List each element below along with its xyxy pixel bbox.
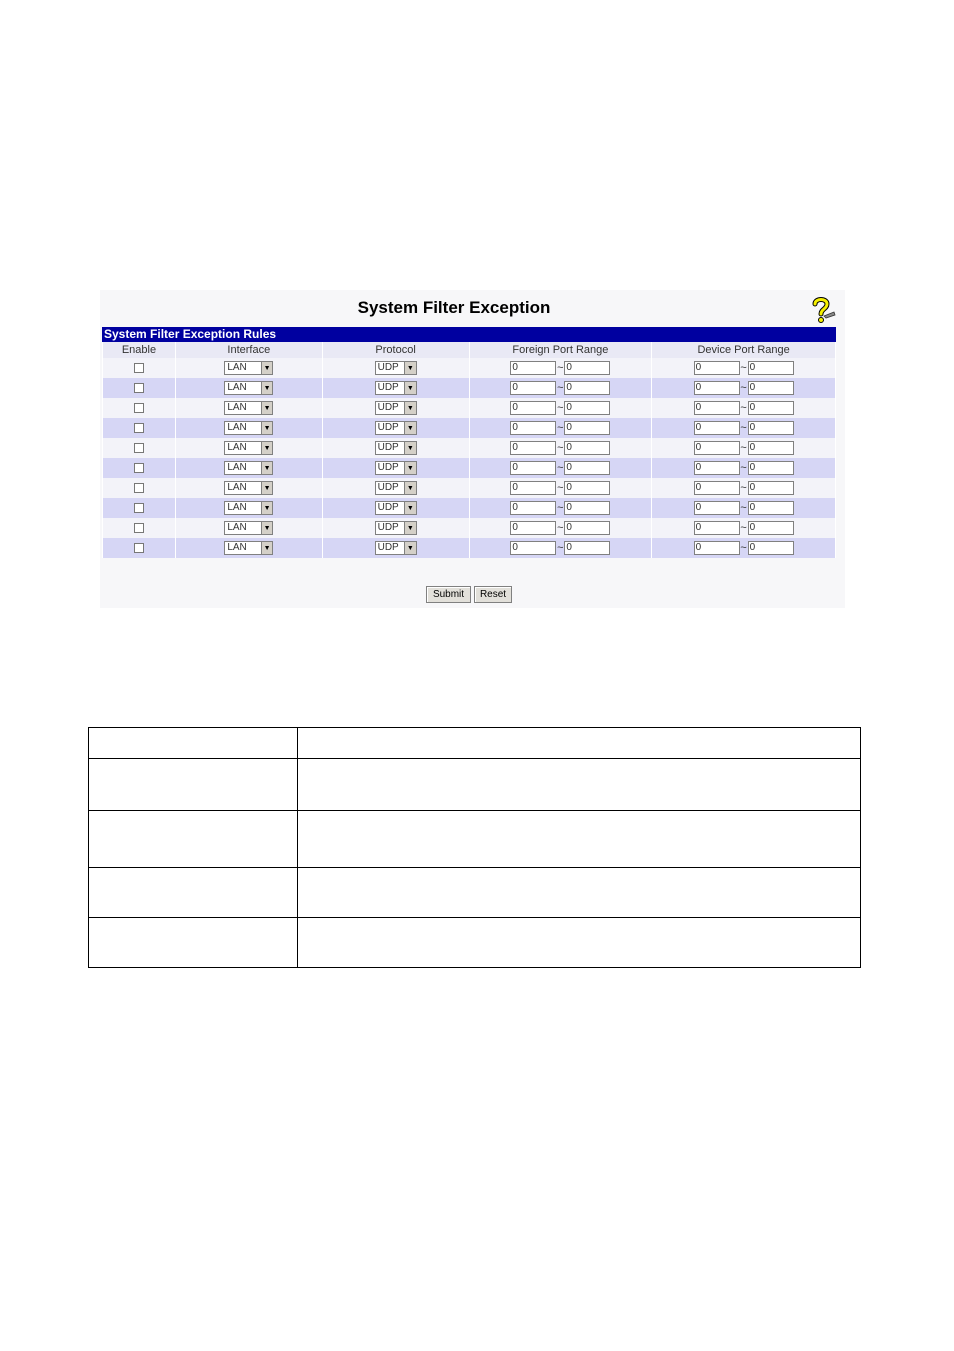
protocol-select[interactable]: [375, 501, 417, 515]
foreign-port-from-input[interactable]: 0: [510, 501, 556, 515]
foreign-port-from-input[interactable]: 0: [510, 541, 556, 555]
column-header-interface: Interface: [175, 342, 322, 358]
table-cell: [89, 728, 298, 759]
reset-button[interactable]: Reset: [474, 586, 512, 603]
foreign-port-from-input[interactable]: 0: [510, 441, 556, 455]
chevron-down-icon[interactable]: ▼: [261, 422, 273, 434]
chevron-down-icon[interactable]: ▼: [261, 442, 273, 454]
interface-value: LAN: [227, 362, 247, 373]
range-separator: ~: [557, 462, 564, 474]
foreign-port-to-input[interactable]: 0: [564, 381, 610, 395]
rule-row: [103, 458, 836, 478]
enable-checkbox[interactable]: [134, 423, 144, 433]
device-port-to-input[interactable]: 0: [748, 521, 794, 535]
interface-select[interactable]: [224, 421, 273, 435]
foreign-port-to-input[interactable]: 0: [564, 461, 610, 475]
foreign-port-from-input[interactable]: 0: [510, 381, 556, 395]
protocol-select[interactable]: [375, 461, 417, 475]
rule-row: [103, 538, 836, 558]
range-separator: ~: [557, 542, 564, 554]
chevron-down-icon[interactable]: ▼: [261, 402, 273, 414]
table-row: [89, 759, 861, 811]
enable-checkbox[interactable]: [134, 503, 144, 513]
rule-row: [103, 478, 836, 498]
column-header-protocol: Protocol: [322, 342, 469, 358]
range-separator: ~: [740, 502, 747, 514]
interface-value: LAN: [227, 462, 247, 473]
protocol-value: UDP: [377, 462, 399, 473]
table-cell: [89, 918, 298, 968]
interface-select[interactable]: [224, 521, 273, 535]
protocol-select[interactable]: [375, 521, 417, 535]
chevron-down-icon[interactable]: ▼: [404, 382, 415, 394]
interface-select[interactable]: [224, 401, 273, 415]
enable-checkbox[interactable]: [134, 383, 144, 393]
foreign-port-from-input[interactable]: 0: [510, 401, 556, 415]
interface-select[interactable]: [224, 501, 273, 515]
foreign-port-from-input[interactable]: 0: [510, 481, 556, 495]
foreign-port-to-input[interactable]: 0: [564, 401, 610, 415]
foreign-port-from-input[interactable]: 0: [510, 361, 556, 375]
range-separator: ~: [740, 402, 747, 414]
chevron-down-icon[interactable]: ▼: [261, 462, 273, 474]
chevron-down-icon[interactable]: ▼: [261, 362, 273, 374]
table-row: [89, 868, 861, 918]
table-cell: [89, 759, 298, 811]
device-port-to-input[interactable]: 0: [748, 441, 794, 455]
submit-button[interactable]: Submit: [426, 586, 471, 603]
device-port-to-input[interactable]: 0: [748, 541, 794, 555]
chevron-down-icon[interactable]: ▼: [261, 502, 273, 514]
range-separator: ~: [557, 502, 564, 514]
chevron-down-icon[interactable]: ▼: [404, 402, 415, 414]
device-port-from-input[interactable]: 0: [694, 521, 740, 535]
chevron-down-icon[interactable]: ▼: [404, 502, 415, 514]
table-row: [89, 728, 861, 759]
protocol-select[interactable]: [375, 381, 417, 395]
parameter-description-table: [88, 727, 861, 968]
chevron-down-icon[interactable]: ▼: [404, 482, 415, 494]
enable-checkbox[interactable]: [134, 403, 144, 413]
device-port-to-input[interactable]: 0: [748, 361, 794, 375]
page-title: System Filter Exception: [357, 298, 551, 317]
protocol-value: UDP: [377, 502, 399, 513]
range-separator: ~: [740, 422, 747, 434]
rule-row: [103, 498, 836, 518]
table-cell: [89, 811, 298, 868]
protocol-value: UDP: [377, 362, 399, 373]
range-separator: ~: [557, 362, 564, 374]
enable-checkbox[interactable]: [134, 463, 144, 473]
protocol-value: UDP: [377, 442, 399, 453]
range-separator: ~: [740, 522, 747, 534]
foreign-port-to-input[interactable]: 0: [564, 521, 610, 535]
range-separator: ~: [557, 482, 564, 494]
foreign-port-to-input[interactable]: 0: [564, 361, 610, 375]
protocol-select[interactable]: [375, 441, 417, 455]
range-separator: ~: [740, 542, 747, 554]
rule-row: [103, 518, 836, 538]
foreign-port-from-input[interactable]: 0: [510, 521, 556, 535]
rules-table: [102, 342, 836, 558]
interface-select[interactable]: [224, 441, 273, 455]
range-separator: ~: [740, 442, 747, 454]
help-question-icon[interactable]: [806, 294, 836, 324]
interface-value: LAN: [227, 402, 247, 413]
device-port-from-input[interactable]: 0: [694, 481, 740, 495]
enable-checkbox[interactable]: [134, 483, 144, 493]
chevron-down-icon[interactable]: ▼: [404, 422, 415, 434]
rule-row: [103, 438, 836, 458]
system-filter-exception-panel: [100, 290, 845, 608]
table-cell: [89, 868, 298, 918]
device-port-from-input[interactable]: 0: [694, 441, 740, 455]
foreign-port-from-input[interactable]: 0: [510, 421, 556, 435]
device-port-to-input[interactable]: 0: [748, 401, 794, 415]
chevron-down-icon[interactable]: ▼: [404, 362, 415, 374]
range-separator: ~: [557, 402, 564, 414]
foreign-port-to-input[interactable]: 0: [564, 421, 610, 435]
protocol-select[interactable]: [375, 481, 417, 495]
chevron-down-icon[interactable]: ▼: [404, 442, 415, 454]
foreign-port-to-input[interactable]: 0: [564, 501, 610, 515]
column-header-device-port-range: Device Port Range: [652, 342, 836, 358]
protocol-value: UDP: [377, 522, 399, 533]
protocol-value: UDP: [377, 542, 399, 553]
range-separator: ~: [557, 522, 564, 534]
protocol-value: UDP: [377, 382, 399, 393]
protocol-select[interactable]: [375, 401, 417, 415]
table-cell: [298, 918, 861, 968]
rule-row: [103, 378, 836, 398]
interface-value: LAN: [227, 422, 247, 433]
table-row: [89, 811, 861, 868]
device-port-to-input[interactable]: 0: [748, 381, 794, 395]
chevron-down-icon[interactable]: ▼: [261, 482, 273, 494]
interface-select[interactable]: [224, 481, 273, 495]
interface-value: LAN: [227, 502, 247, 513]
range-separator: ~: [740, 482, 747, 494]
table-cell: [298, 728, 861, 759]
enable-checkbox[interactable]: [134, 363, 144, 373]
foreign-port-to-input[interactable]: 0: [564, 481, 610, 495]
table-cell: [298, 811, 861, 868]
chevron-down-icon[interactable]: ▼: [404, 522, 415, 534]
enable-checkbox[interactable]: [134, 543, 144, 553]
interface-value: LAN: [227, 522, 247, 533]
rule-row: [103, 358, 836, 378]
interface-value: LAN: [227, 542, 247, 553]
interface-select[interactable]: [224, 541, 273, 555]
protocol-value: UDP: [377, 422, 399, 433]
chevron-down-icon[interactable]: ▼: [261, 522, 273, 534]
device-port-from-input[interactable]: 0: [694, 361, 740, 375]
chevron-down-icon[interactable]: ▼: [261, 542, 273, 554]
protocol-select[interactable]: [375, 361, 417, 375]
range-separator: ~: [740, 362, 747, 374]
interface-value: LAN: [227, 382, 247, 393]
foreign-port-to-input[interactable]: 0: [564, 541, 610, 555]
range-separator: ~: [740, 382, 747, 394]
protocol-select[interactable]: [375, 541, 417, 555]
foreign-port-to-input[interactable]: 0: [564, 441, 610, 455]
device-port-from-input[interactable]: 0: [694, 541, 740, 555]
range-separator: ~: [557, 442, 564, 454]
device-port-from-input[interactable]: 0: [694, 461, 740, 475]
range-separator: ~: [557, 382, 564, 394]
protocol-select[interactable]: [375, 421, 417, 435]
device-port-to-input[interactable]: 0: [748, 421, 794, 435]
enable-checkbox[interactable]: [134, 523, 144, 533]
chevron-down-icon[interactable]: ▼: [404, 462, 415, 474]
range-separator: ~: [740, 462, 747, 474]
device-port-to-input[interactable]: 0: [748, 461, 794, 475]
enable-checkbox[interactable]: [134, 443, 144, 453]
column-header-foreign-port-range: Foreign Port Range: [469, 342, 652, 358]
table-row: [89, 918, 861, 968]
interface-select[interactable]: [224, 381, 273, 395]
protocol-value: UDP: [377, 402, 399, 413]
interface-value: LAN: [227, 442, 247, 453]
column-header-enable: Enable: [103, 342, 176, 358]
rule-row: [103, 398, 836, 418]
foreign-port-from-input[interactable]: 0: [510, 461, 556, 475]
chevron-down-icon[interactable]: ▼: [261, 382, 273, 394]
interface-select[interactable]: [224, 361, 273, 375]
device-port-to-input[interactable]: 0: [748, 481, 794, 495]
range-separator: ~: [557, 422, 564, 434]
table-cell: [298, 868, 861, 918]
table-cell: [298, 759, 861, 811]
device-port-from-input[interactable]: 0: [694, 401, 740, 415]
interface-select[interactable]: [224, 461, 273, 475]
interface-value: LAN: [227, 482, 247, 493]
protocol-value: UDP: [377, 482, 399, 493]
device-port-from-input[interactable]: 0: [694, 501, 740, 515]
device-port-from-input[interactable]: 0: [694, 381, 740, 395]
chevron-down-icon[interactable]: ▼: [404, 542, 415, 554]
rule-row: [103, 418, 836, 438]
device-port-to-input[interactable]: 0: [748, 501, 794, 515]
rules-table-body: [103, 358, 836, 558]
rules-section-heading: System Filter Exception Rules: [102, 327, 836, 342]
device-port-from-input[interactable]: 0: [694, 421, 740, 435]
